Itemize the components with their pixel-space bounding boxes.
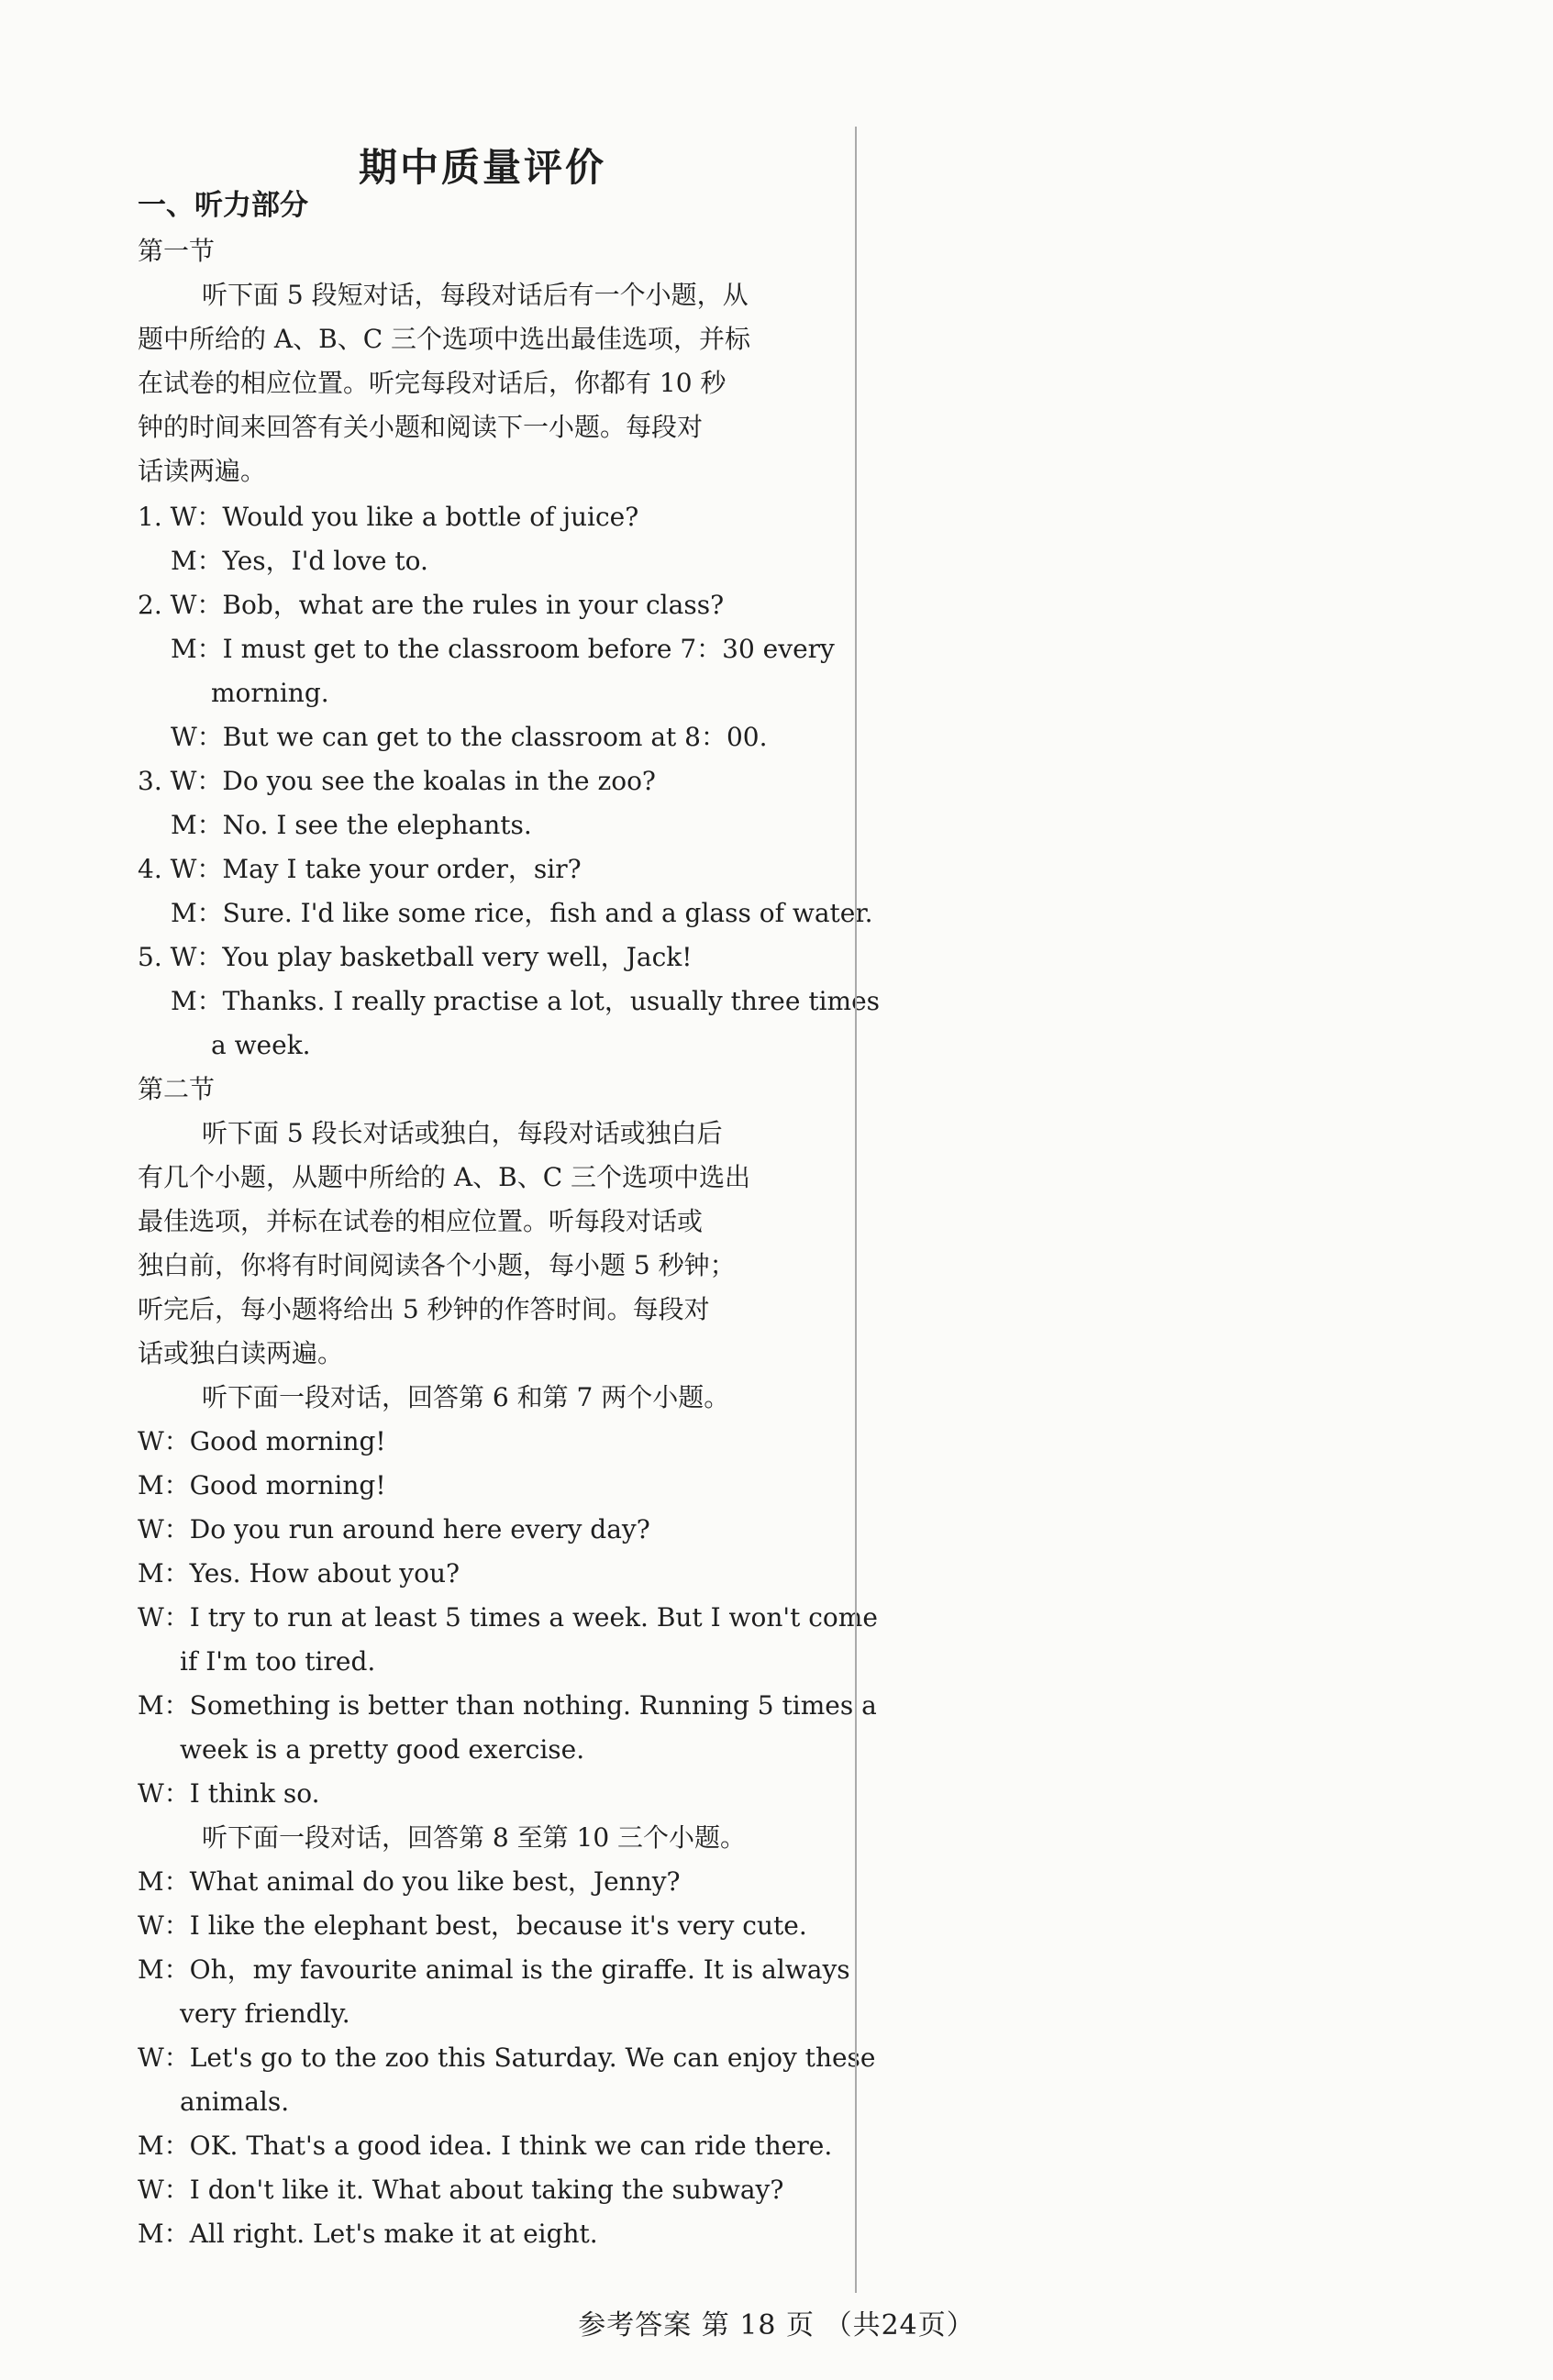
text-line: M：Thanks. I really practise a lot，usually three times <box>171 986 881 1016</box>
text-line: W：Good morning! <box>138 1426 386 1456</box>
text-line: 钟的时间来回答有关小题和阅读下一小题。每段对 <box>138 412 704 442</box>
text-line: 听下面 5 段长对话或独白，每段对话或独白后 <box>202 1118 723 1148</box>
text-line: W：I try to run at least 5 times a week. But I won't come <box>138 1602 878 1633</box>
text-line: 2. W：Bob，what are the rules in your class? <box>138 590 725 620</box>
text-line: very friendly. <box>180 1998 350 2029</box>
text-line: 3. W：Do you see the koalas in the zoo? <box>138 766 656 796</box>
text-line: 4. W：May I take your order，sir? <box>138 854 582 884</box>
text-line: M：I must get to the classroom before 7：30 every <box>171 634 835 664</box>
text-line: M：No. I see the elephants. <box>171 810 532 840</box>
text-line: 话或独白读两遍。 <box>138 1338 344 1368</box>
text-line: 有几个小题，从题中所给的 A、B、C 三个选项中选出 <box>138 1162 751 1192</box>
text-line: week is a pretty good exercise. <box>180 1734 585 1765</box>
text-line: 5. W：You play basketball very well，Jack! <box>138 942 693 972</box>
text-line: M：Yes，I'd love to. <box>171 546 428 576</box>
text-line: M：Oh，my favourite animal is the giraffe. It is always <box>138 1954 850 1985</box>
text-line: W：Let's go to the zoo this Saturday. We can enjoy these <box>138 2042 876 2073</box>
text-line: 听下面 5 段短对话，每段对话后有一个小题，从 <box>202 280 749 310</box>
text-line: animals. <box>180 2087 290 2117</box>
text-line: W：I think so. <box>138 1778 320 1809</box>
text-line: morning. <box>211 678 329 708</box>
text-line: W：But we can get to the classroom at 8：00. <box>171 722 768 752</box>
text-line: a week. <box>211 1030 311 1060</box>
text-line: 题中所给的 A、B、C 三个选项中选出最佳选项，并标 <box>138 324 751 354</box>
text-line: 话读两遍。 <box>138 456 267 486</box>
text-line: 最佳选项，并标在试卷的相应位置。听每段对话或 <box>138 1206 704 1236</box>
text-line: M：Yes. How about you? <box>138 1558 460 1589</box>
text-line: 在试卷的相应位置。听完每段对话后，你都有 10 秒 <box>138 368 727 398</box>
text-line: M：Something is better than nothing. Running 5 times a <box>138 1690 877 1721</box>
text-line: 听下面一段对话，回答第 8 至第 10 三个小题。 <box>202 1822 747 1853</box>
text-line: W：I don't like it. What about taking the subway? <box>138 2175 784 2205</box>
text-line: W：Do you run around here every day? <box>138 1514 650 1544</box>
text-line: 第二节 <box>138 1074 216 1104</box>
text-line: M：What animal do you like best，Jenny? <box>138 1866 681 1897</box>
section-heading: 一、听力部分 <box>138 189 308 222</box>
text-line: M：All right. Let's make it at eight. <box>138 2219 598 2249</box>
text-line: M：OK. That's a good idea. I think we can ride there. <box>138 2131 833 2161</box>
text-line: if I'm too tired. <box>180 1646 376 1677</box>
column-divider <box>855 127 857 2293</box>
page-footer: 参考答案 第 18 页 （共24页） <box>578 2309 975 2341</box>
text-line: 第一节 <box>138 236 216 266</box>
text-line: 独白前，你将有时间阅读各个小题，每小题 5 秒钟； <box>138 1250 736 1280</box>
text-line: 听下面一段对话，回答第 6 和第 7 两个小题。 <box>202 1382 730 1412</box>
text-line: M：Good morning! <box>138 1470 386 1500</box>
text-line: 听完后，每小题将给出 5 秒钟的作答时间。每段对 <box>138 1294 710 1324</box>
page-title: 期中质量评价 <box>358 145 606 190</box>
text-line: W：I like the elephant best，because it's very cute. <box>138 1910 807 1941</box>
text-line: M：Sure. I'd like some rice，fish and a glass of water. <box>171 898 873 928</box>
text-line: 1. W：Would you like a bottle of juice? <box>138 502 639 532</box>
